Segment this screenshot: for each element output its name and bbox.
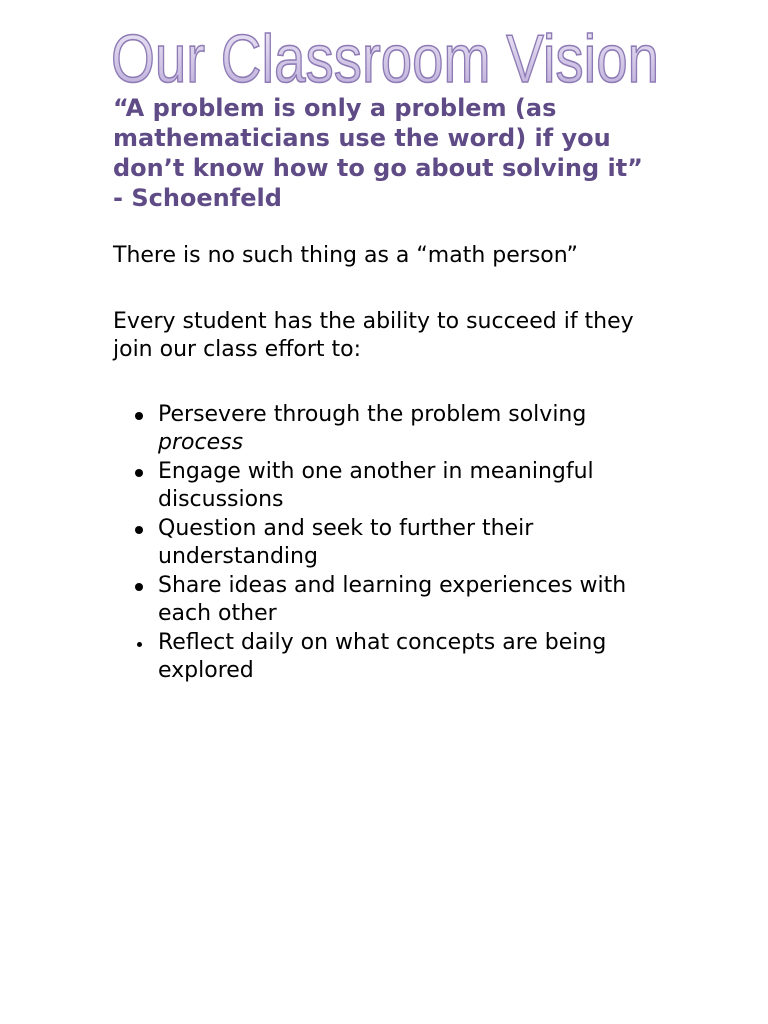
- list-item-text: Share ideas and learning experiences with each other: [158, 573, 627, 626]
- bullet-icon: [135, 583, 143, 591]
- page-title-text: Our Classroom Vision: [111, 21, 659, 97]
- math-person-statement: There is no such thing as a “math person”: [113, 243, 578, 268]
- intro-paragraph: Every student has the ability to succeed if they join our class effort to:: [113, 309, 634, 362]
- list-item-text: Reflect daily on what concepts are being explored: [158, 630, 607, 683]
- list-item: [113, 629, 673, 685]
- bullet-icon: [137, 642, 142, 647]
- list-item-emphasis: process: [158, 430, 244, 455]
- bullet-icon: [135, 526, 143, 534]
- list-item-text: Engage with one another in meaningful discussions: [158, 459, 594, 512]
- list-item: [113, 572, 673, 628]
- list-item: [113, 401, 673, 457]
- page-title: [111, 18, 663, 97]
- list-item-text: Persevere through the problem solving: [158, 402, 587, 427]
- list-item: [113, 458, 673, 514]
- bullet-icon: [135, 469, 143, 477]
- list-item-text: Question and seek to further their understanding: [158, 516, 534, 569]
- schoenfeld-quote: “A problem is only a problem (as mathematicians use the word) if you don’t know how to go about solving it” - Schoenfeld: [113, 94, 643, 212]
- bullet-icon: [135, 412, 143, 420]
- list-item: [113, 515, 673, 571]
- goals-list: [113, 401, 673, 686]
